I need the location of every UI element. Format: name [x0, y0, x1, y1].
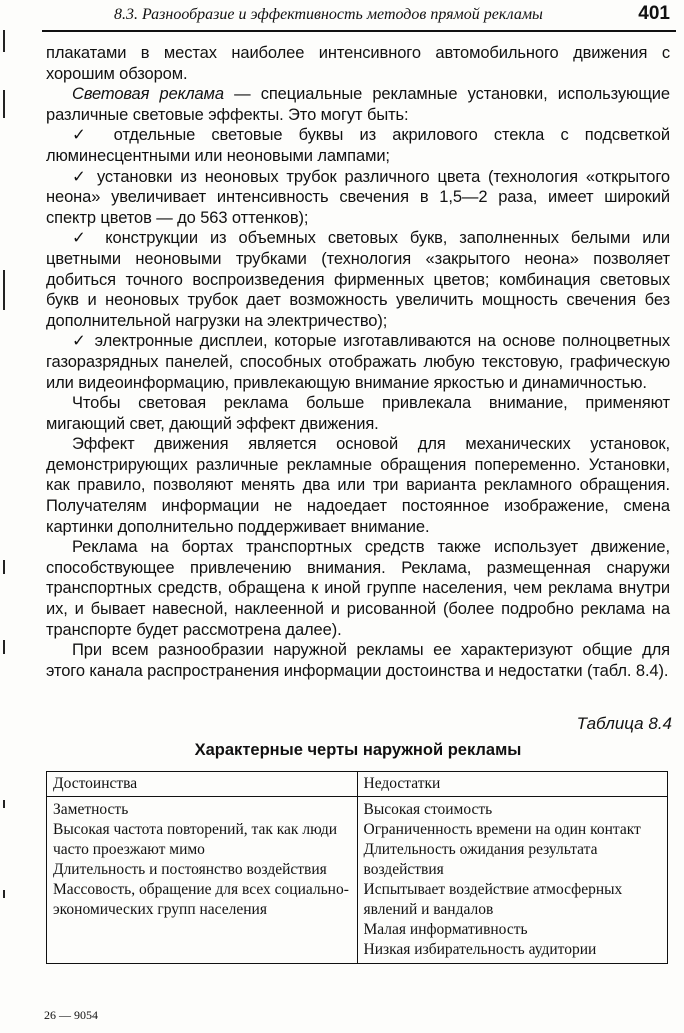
- margin-mark: [3, 270, 5, 310]
- page-number: 401: [638, 3, 670, 24]
- paragraph: Эффект движения является основой для механических установок, демонстрирующих различные рекламные обращения попеременно. Установки, как правило, позволяют менять два или три варианта рекламного обращения. Получателям информации не надоедает постоянное изображение, смена картинки дополнительно поддерживает внимание.: [46, 435, 670, 536]
- paragraph: Чтобы световая реклама больше привлекала внимание, применяют мигающий свет, дающий эффект движения.: [46, 394, 670, 433]
- list-item: Ограниченность времени на один контакт: [363, 821, 641, 838]
- column-header: Недостатки: [357, 772, 668, 797]
- list-item: Высокая стоимость: [363, 801, 493, 818]
- features-table: [46, 771, 668, 964]
- list-item: Заметность: [53, 801, 129, 818]
- section-title: 8.3. Разнообразие и эффективность методов прямой рекламы: [114, 6, 543, 23]
- paragraph: плакатами в местах наиболее интенсивного автомобильного движения с хорошим обзором.: [46, 44, 670, 83]
- printer-signature: 26 — 9054: [44, 1008, 98, 1022]
- paragraph-text: — специальные рекламные установки, использующие различные световые эффекты. Это могут быть:: [46, 85, 671, 124]
- disadvantages-cell: [357, 797, 668, 964]
- list-item: Длительность и постоянство воздействия: [53, 861, 327, 878]
- margin-mark: [3, 90, 5, 118]
- table-caption: Таблица 8.4: [576, 714, 672, 733]
- margin-mark: [3, 560, 5, 574]
- list-item: Высокая частота повторений, так как люди часто проезжают мимо: [53, 821, 338, 858]
- list-item: Малая информативность: [363, 921, 528, 938]
- column-header: Достоинства: [47, 772, 358, 797]
- body-text: [46, 43, 670, 681]
- advantages-cell: [47, 797, 358, 964]
- bullet-item: ✓ установки из неоновых трубок различного цвета (технология «открытого неона» увеличивает интенсивность свечения в 1,5—2 раза, имеет широкий спектр цветов — до 563 оттенков);: [46, 167, 670, 227]
- list-item: Испытывает воздействие атмосферных явлений и вандалов: [363, 881, 623, 918]
- bullet-item: ✓ электронные дисплеи, которые изготавливаются на основе полноцветных газоразрядных панелей, способных отображать любую текстовую, графическую или видеоинформацию, привлекающую внимание яркостью и динамичностью.: [46, 332, 670, 392]
- table-title: Характерные черты наружной рекламы: [194, 741, 522, 759]
- table-row: [47, 797, 668, 964]
- bullet-item: ✓ конструкции из объемных световых букв, заполненных белыми или цветными неоновыми трубками (технология «закрытого неона» позволяет добиться точного воспроизведения фирменных цветов; комбинация световых букв и неоновых трубок дает возможность увеличить мощность свечения без дополнительной нагрузки на электричество);: [46, 229, 670, 330]
- margin-mark: [3, 640, 5, 654]
- bullet-item: ✓ отдельные световые буквы из акрилового стекла с подсветкой люминесцентными или неоновыми лампами;: [46, 126, 670, 165]
- margin-mark: [3, 890, 5, 898]
- list-item: Длительность ожидания результата воздействия: [363, 841, 598, 878]
- paragraph: [46, 84, 670, 125]
- table-header-row: [47, 772, 668, 797]
- margin-mark: [3, 30, 5, 52]
- list-item: Массовость, обращение для всех социально-экономических групп населения: [53, 881, 349, 918]
- term: Световая реклама: [72, 85, 224, 104]
- paragraph: Реклама на бортах транспортных средств также использует движение, способствующее привлечению внимания. Реклама, размещенная снаружи транспортных средств, обращена к иной группе населения, чем реклама внутри их, и бывает навесной, наклеенной и рисованной (более подробно реклама на транспорте будет рассмотрена далее).: [46, 538, 670, 639]
- running-header: [42, 0, 676, 32]
- paragraph: При всем разнообразии наружной рекламы ее характеризуют общие для этого канала распространения информации достоинства и недостатки (табл. 8.4).: [46, 641, 670, 680]
- margin-mark: [3, 800, 5, 808]
- list-item: Низкая избирательность аудитории: [363, 941, 597, 958]
